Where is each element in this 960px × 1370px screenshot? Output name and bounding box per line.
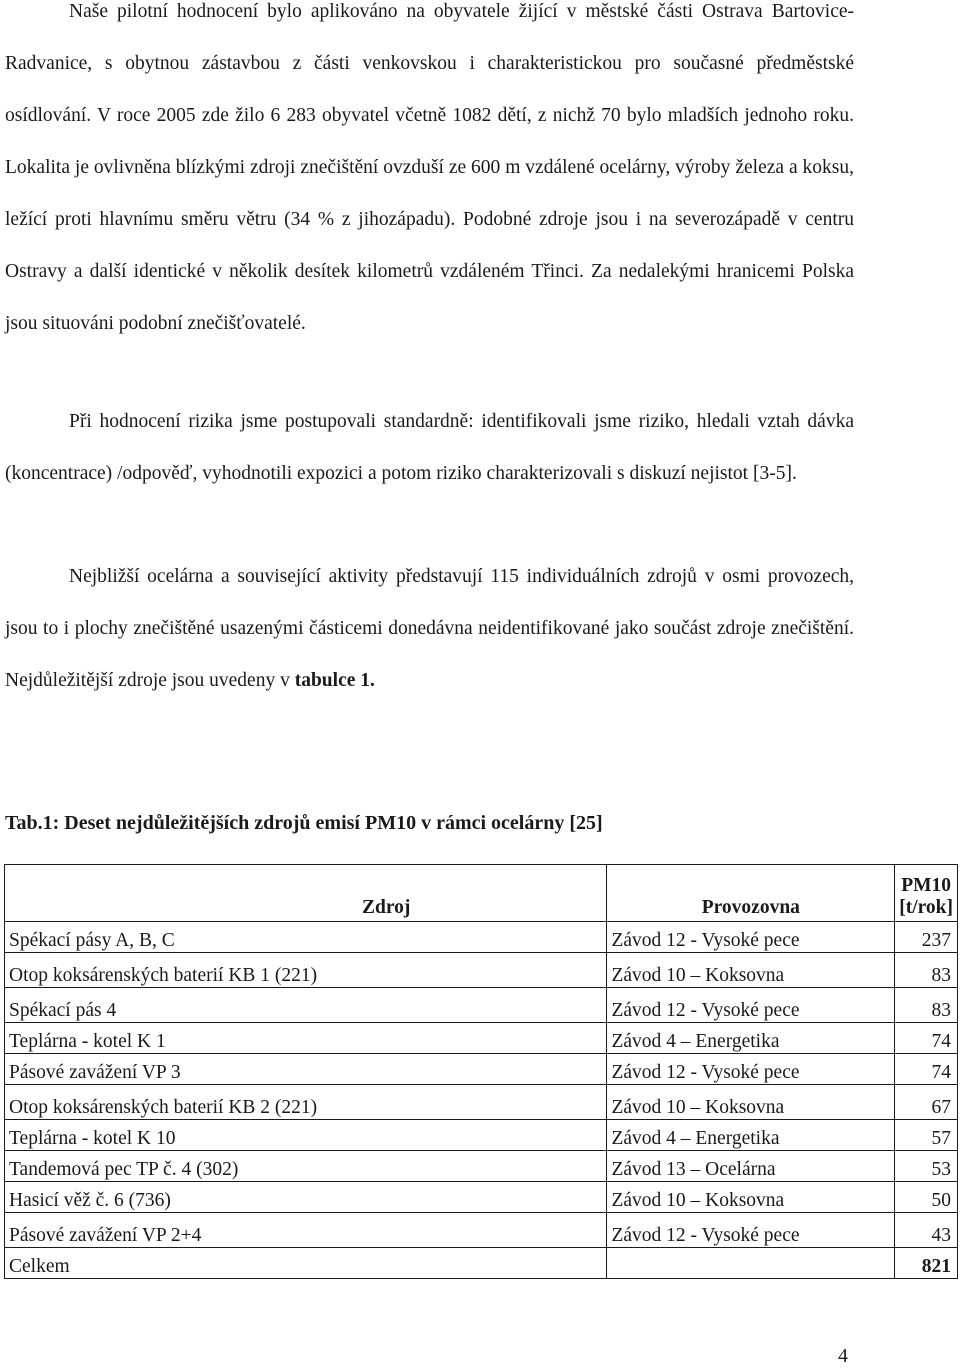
cell-pm10: 83	[895, 953, 958, 988]
table-header-row	[5, 865, 958, 922]
table-row	[5, 1120, 958, 1151]
cell-source: Teplárna - kotel K 1	[5, 1023, 607, 1054]
paragraph-method	[5, 396, 854, 500]
cell-pm10: 53	[895, 1151, 958, 1182]
cell-total-label: Celkem	[5, 1248, 607, 1279]
cell-source: Tandemová pec TP č. 4 (302)	[5, 1151, 607, 1182]
cell-total-pm10: 821	[895, 1248, 958, 1279]
cell-pm10: 67	[895, 1085, 958, 1120]
cell-plant: Závod 12 - Vysoké pece	[607, 922, 895, 953]
cell-source: Pásové zavážení VP 2+4	[5, 1213, 607, 1248]
cell-source: Teplárna - kotel K 10	[5, 1120, 607, 1151]
cell-plant: Závod 4 – Energetika	[607, 1120, 895, 1151]
cell-source: Hasicí věž č. 6 (736)	[5, 1182, 607, 1213]
cell-plant: Závod 4 – Energetika	[607, 1023, 895, 1054]
paragraph-text: Při hodnocení rizika jsme postupovali standardně: identifikovali jsme riziko, hledali vztah dávka (koncentrace) /odpověď, vyhodnotili expozici a potom riziko charakterizovali s diskuzí nejistot [3-5].	[5, 411, 854, 484]
cell-plant: Závod 10 – Koksovna	[607, 1085, 895, 1120]
table-row	[5, 1213, 958, 1248]
cell-pm10: 50	[895, 1182, 958, 1213]
cell-plant: Závod 13 – Ocelárna	[607, 1151, 895, 1182]
cell-source: Pásové zavážení VP 3	[5, 1054, 607, 1085]
table-reference: tabulce 1.	[294, 670, 375, 691]
paragraph-text: Nejbližší ocelárna a související aktivity představují 115 individuálních zdrojů v osmi provozech, jsou to i plochy znečištěné usazenými částicemi donedávna neidentifikované jako součást zdroje znečištění. Nejdůležitější zdroje jsou uvedeny v	[5, 566, 854, 691]
header-source: Zdroj	[5, 865, 607, 922]
table-caption: Tab.1: Deset nejdůležitějších zdrojů emisí PM10 v rámci ocelárny [25]	[5, 812, 603, 834]
table-row	[5, 988, 958, 1023]
paragraph-text: Naše pilotní hodnocení bylo aplikováno na obyvatele žijící v městské části Ostrava Bartovice-Radvanice, s obytnou zástavbou z části venkovskou i charakteristickou pro současné předměstské osídlování. V roce 2005 zde žilo 6 283 obyvatel včetně 1082 dětí, z nichž 70 bylo mladších jednoho roku. Lokalita je ovlivněna blízkými zdroji znečištění ovzduší ze 600 m vzdálené ocelárny, výroby železa a koksu, ležící proti hlavnímu směru větru (34 % z jihozápadu). Podobné zdroje jsou i na severozápadě v centru Ostravy a další identické v několik desítek kilometrů vzdáleném Třinci. Za nedalekými hranicemi Polska jsou situováni podobní znečišťovatelé.	[5, 1, 854, 334]
cell-source: Spékací pásy A, B, C	[5, 922, 607, 953]
cell-pm10: 74	[895, 1054, 958, 1085]
cell-source: Otop koksárenských baterií KB 2 (221)	[5, 1085, 607, 1120]
header-pm10: PM10 [t/rok]	[895, 865, 958, 922]
cell-pm10: 43	[895, 1213, 958, 1248]
cell-plant: Závod 12 - Vysoké pece	[607, 1054, 895, 1085]
table-row	[5, 1085, 958, 1120]
table-total-row	[5, 1248, 958, 1279]
paragraph-sources	[5, 551, 854, 707]
table-row	[5, 922, 958, 953]
table-row	[5, 1182, 958, 1213]
cell-plant: Závod 10 – Koksovna	[607, 1182, 895, 1213]
page-number: 4	[838, 1345, 848, 1367]
table-row	[5, 1023, 958, 1054]
cell-plant: Závod 12 - Vysoké pece	[607, 1213, 895, 1248]
cell-plant: Závod 12 - Vysoké pece	[607, 988, 895, 1023]
emission-sources-table	[4, 864, 958, 1279]
cell-pm10: 237	[895, 922, 958, 953]
cell-total-plant	[607, 1248, 895, 1279]
cell-plant: Závod 10 – Koksovna	[607, 953, 895, 988]
cell-pm10: 57	[895, 1120, 958, 1151]
cell-source: Otop koksárenských baterií KB 1 (221)	[5, 953, 607, 988]
table-row	[5, 953, 958, 988]
cell-pm10: 74	[895, 1023, 958, 1054]
table-row	[5, 1054, 958, 1085]
paragraph-intro	[5, 0, 854, 350]
header-plant: Provozovna	[607, 865, 895, 922]
cell-pm10: 83	[895, 988, 958, 1023]
cell-source: Spékací pás 4	[5, 988, 607, 1023]
table-row	[5, 1151, 958, 1182]
